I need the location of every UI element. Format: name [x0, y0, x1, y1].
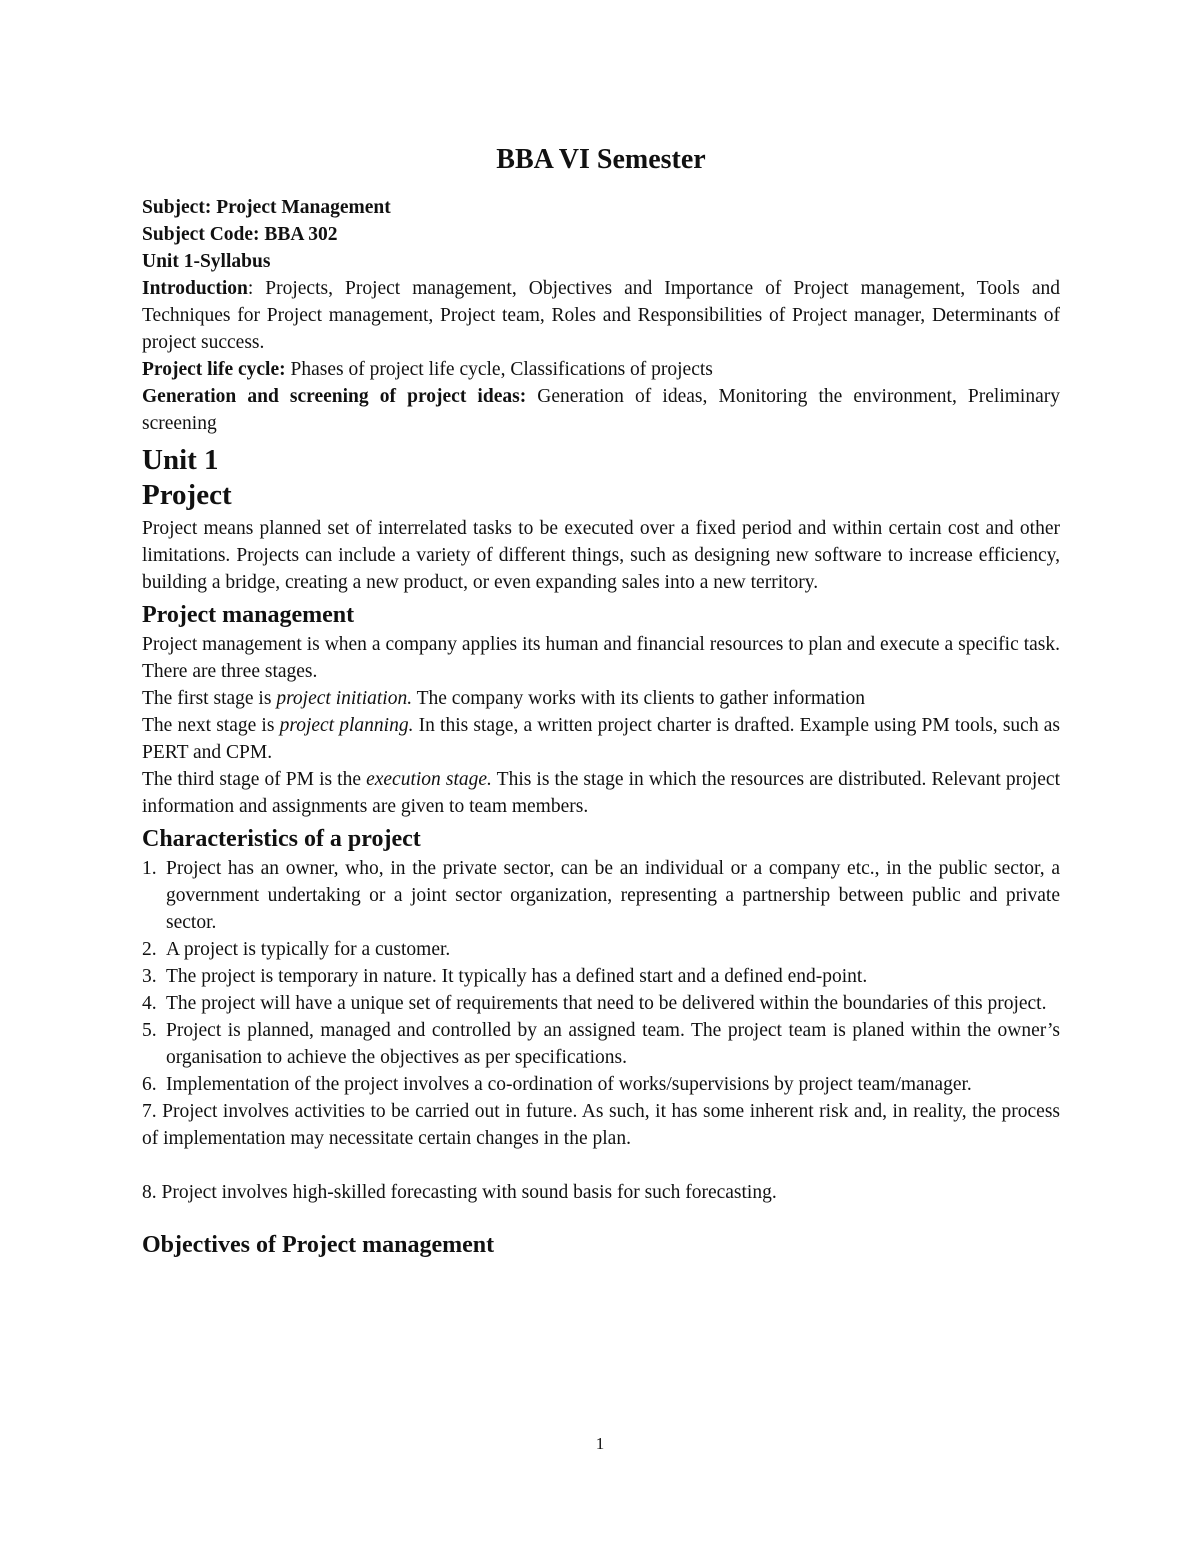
list-item — [142, 936, 1060, 963]
generation-text: Generation of ideas, Monitoring the environment, Preliminary screening — [142, 386, 1060, 434]
list-item — [142, 1071, 1060, 1098]
list-item — [142, 990, 1060, 1017]
syllabus-generation — [142, 383, 1060, 437]
characteristics-list — [142, 855, 1060, 1098]
list-text: A project is typically for a customer. — [166, 939, 451, 960]
document-page — [142, 142, 1060, 1261]
pm-stage-planning — [142, 712, 1060, 766]
list-number: 4. — [142, 993, 157, 1014]
stage2-pre: The next stage is — [142, 715, 280, 736]
subject-code-line: Subject Code: BBA 302 — [142, 224, 338, 245]
stage2-post: In this stage, a written project charter is drafted. Example using PM tools, such as PERT and CPM. — [142, 715, 1060, 763]
list-text: Project is planned, managed and controlled by an assigned team. The project team is planed within the owner’s organisation to achieve the objectives as per specifications. — [166, 1020, 1060, 1068]
stage3-post: This is the stage in which the resources are distributed. Relevant project information and assignments are given to team members. — [142, 769, 1061, 817]
list-number: 2. — [142, 939, 157, 960]
characteristics-heading: Characteristics of a project — [142, 826, 421, 852]
stage1-pre: The first stage is — [142, 688, 277, 709]
characteristic-item-8: 8. Project involves high-skilled forecasting with sound basis for such forecasting. — [142, 1182, 777, 1203]
pm-stage-initiation — [142, 685, 1060, 712]
lifecycle-label: Project life cycle: — [142, 359, 286, 380]
syllabus-introduction — [142, 275, 1060, 356]
characteristic-item-7: 7. Project involves activities to be carried out in future. As such, it has some inherent risk and, in reality, the process of implementation may necessitate certain changes in the plan. — [142, 1101, 1060, 1149]
stage3-pre: The third stage of PM is the — [142, 769, 367, 790]
list-item — [142, 855, 1060, 936]
project-paragraph: Project means planned set of interrelated tasks to be executed over a fixed period and within certain cost and other limitations. Projects can include a variety of different things, such as designing new software to increase efficiency, building a bridge, creating a new product, or even expanding sales into a new territory. — [142, 518, 1060, 593]
stage1-post: The company works with its clients to gather information — [412, 688, 866, 709]
introduction-text: : Projects, Project management, Objectives and Importance of Project management, Tools and Techniques for Project management, Project team, Roles and Responsibilities of Project manager, Determinants of project success. — [142, 278, 1060, 353]
list-item — [142, 963, 1060, 990]
subject-line: Subject: Project Management — [142, 197, 391, 218]
unit-heading: Unit 1 — [142, 444, 219, 476]
introduction-label: Introduction — [142, 278, 248, 299]
lifecycle-text: Phases of project life cycle, Classifications of projects — [285, 359, 713, 380]
document-title: BBA VI Semester — [496, 144, 706, 175]
list-text: Implementation of the project involves a co-ordination of works/supervisions by project team/manager. — [166, 1074, 972, 1095]
list-number: 1. — [142, 858, 157, 879]
project-management-heading: Project management — [142, 602, 355, 628]
list-item — [142, 1017, 1060, 1071]
list-text: The project will have a unique set of requirements that need to be delivered within the boundaries of this project. — [166, 993, 1047, 1014]
list-text: The project is temporary in nature. It typically has a defined start and a defined end-point. — [166, 966, 868, 987]
page-number: 1 — [595, 1434, 605, 1453]
syllabus-lifecycle — [142, 356, 1060, 383]
project-heading: Project — [142, 479, 232, 511]
list-text: Project has an owner, who, in the private sector, can be an individual or a company etc., in the public sector, a government undertaking or a joint sector organization, representing a partnership between public and private sector. — [166, 858, 1060, 933]
stage2-emphasis: project planning. — [279, 715, 414, 736]
generation-label: Generation and screening of project ideas: — [142, 386, 527, 407]
pm-stage-execution — [142, 766, 1060, 820]
list-number: 3. — [142, 966, 157, 987]
stage1-emphasis: project initiation. — [276, 688, 413, 709]
stage3-emphasis: execution stage. — [366, 769, 492, 790]
pm-intro-paragraph: Project management is when a company applies its human and financial resources to plan and execute a specific task. There are three stages. — [142, 634, 1060, 682]
list-number: 5. — [142, 1020, 157, 1041]
list-number: 6. — [142, 1074, 157, 1095]
objectives-heading: Objectives of Project management — [142, 1232, 495, 1258]
unit-syllabus-line: Unit 1-Syllabus — [142, 251, 271, 272]
